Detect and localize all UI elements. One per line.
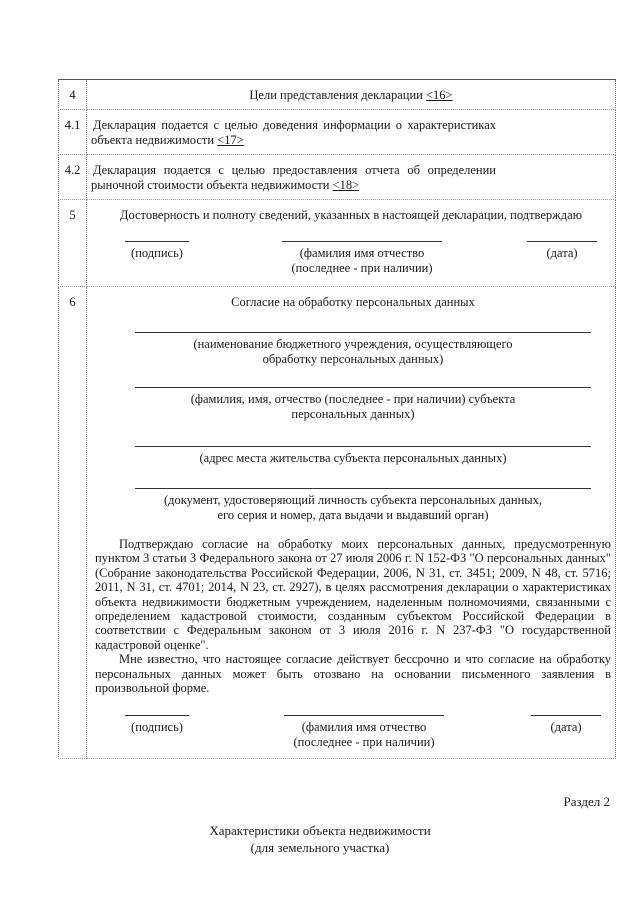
consent-paragraph-1: Подтверждаю согласие на обработку моих персональных данных, предусмотренную пунктом 3 статьи 3 Федерального закона от 27 июля 2006 г. N 152-ФЗ "О персональных данных" (Собрание законодательства Российской Федерации, 2006, N 31, ст. 3451; 2009, N 48, ст. 5716; 2011, N 31, ст. 4701; 2014, N 23, ст. 2927), в целях рассмотрения декларации о характеристиках объекта недвижимости бюджетным учреждением, наделенным полномочиями, связанными с определением кадастровой стоимости, созданным субъектом Российской Федерации в соответствии с Федеральным законом от 3 июля 2016 г. N 237-ФЗ "О государственной кадастровой оценке". (95, 537, 611, 652)
document-caption-1: (документ, удостоверяющий личность субъекта персональных данных, (163, 493, 543, 507)
section-title-line-1: Характеристики объекта недвижимости (209, 823, 431, 838)
row-5-signature-block (95, 235, 607, 276)
row-5-text: Достоверность и полноту сведений, указанных в настоящей декларации, подтверждаю (119, 208, 583, 222)
consent-title: Согласие на обработку персональных данных (231, 295, 475, 309)
row-4-2-number: 4.2 (59, 155, 87, 200)
date-label: (дата) (546, 246, 578, 260)
row-6 (59, 287, 616, 759)
row-5-content (87, 200, 616, 287)
full-name-label: (фамилия имя отчество (299, 246, 425, 260)
row-4-2 (59, 155, 616, 200)
row-5 (59, 200, 616, 287)
row-4-2-content (87, 155, 616, 200)
section-title (0, 822, 640, 856)
row-4-2-text: Декларация подается с целью предоставления отчета об определении рыночной стоимости объекта недвижимости (91, 163, 496, 192)
consent-paragraph-2: Мне известно, что настоящее согласие действует бессрочно и что согласие на обработку персональных данных может быть отозвано на основании письменного заявления в произвольной форме. (95, 652, 611, 696)
section-label: Раздел 2 (563, 794, 610, 809)
institution-caption-2: обработку персональных данных) (262, 352, 444, 366)
declaration-table (58, 79, 616, 759)
full-name-note: (последнее - при наличии) (291, 261, 433, 275)
row-4-1-content (87, 110, 616, 155)
full-name-note: (последнее - при наличии) (293, 735, 435, 750)
signature-label: (подпись) (131, 246, 183, 260)
row-6-signature-block (95, 709, 611, 750)
row-6-number: 6 (59, 287, 87, 759)
document-caption-2: его серия и номер, дата выдачи и выдавший орган) (217, 508, 489, 522)
row-4-1-text: Декларация подается с целью доведения информации о характеристиках объекта недвижимости (91, 118, 496, 147)
row-4-text: Цели представления декларации (249, 88, 426, 102)
subject-name-caption-1: (фамилия, имя, отчество (последнее - при наличии) субъекта (190, 392, 516, 406)
footnote-16-link[interactable]: <16> (425, 88, 453, 102)
institution-caption-1: (наименование бюджетного учреждения, осуществляющего (193, 337, 513, 351)
row-4-1-number: 4.1 (59, 110, 87, 155)
declaration-table-container (58, 79, 616, 759)
date-label: (дата) (550, 720, 582, 735)
subject-name-caption-2: персональных данных) (291, 407, 415, 421)
row-4-content (87, 80, 616, 110)
full-name-label: (фамилия имя отчество (301, 720, 427, 735)
row-4-number: 4 (59, 80, 87, 110)
row-5-number: 5 (59, 200, 87, 287)
footnote-17-link[interactable]: <17> (217, 133, 244, 147)
row-6-content (87, 287, 616, 759)
address-caption: (адрес места жительства субъекта персональных данных) (199, 451, 507, 465)
footnote-18-link[interactable]: <18> (332, 178, 360, 192)
row-4-1 (59, 110, 616, 155)
signature-label: (подпись) (131, 720, 183, 735)
row-4 (59, 80, 616, 110)
section-title-line-2: (для земельного участка) (250, 840, 390, 855)
